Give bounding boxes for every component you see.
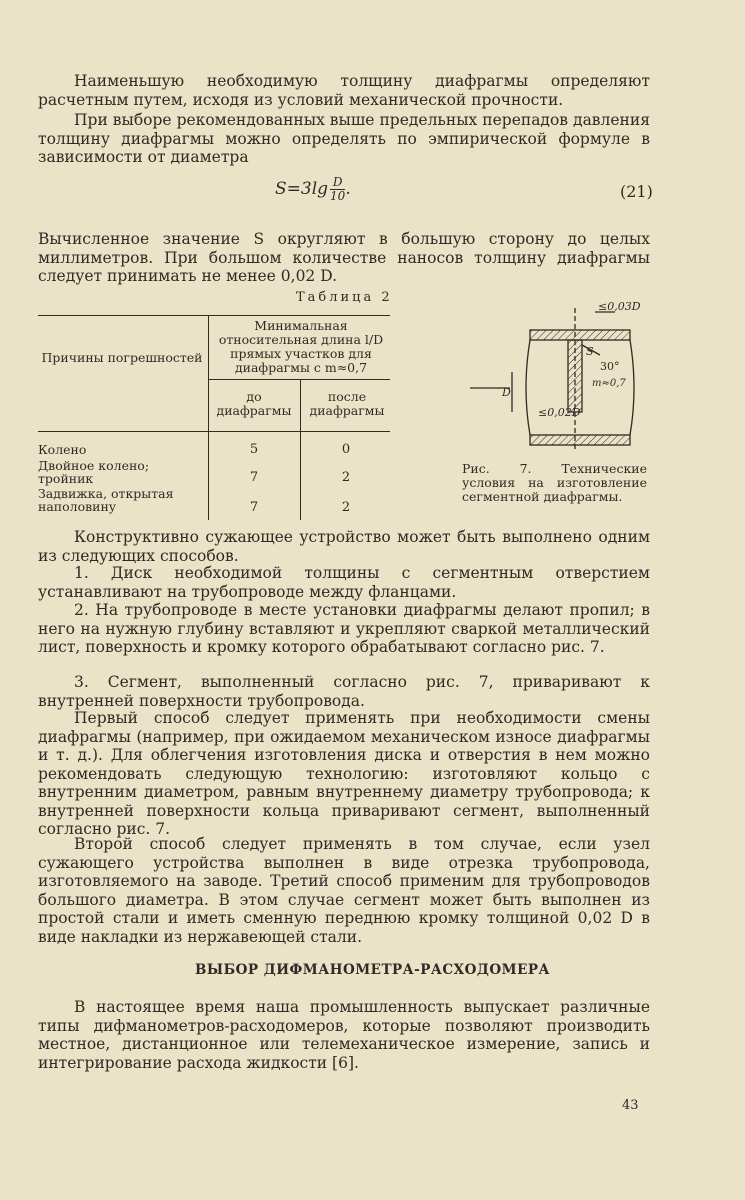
row-3-label: Задвижка, открытая наполовину <box>38 486 174 514</box>
pipe-wall-top <box>530 330 630 340</box>
table-2 <box>38 315 390 520</box>
header-causes: Причины погрешностей <box>41 350 203 365</box>
formula-denominator: 10 <box>330 189 346 203</box>
figure-7-diagram <box>470 300 660 455</box>
row-3-before: 7 <box>249 500 259 515</box>
label-m: m≈0,7 <box>592 378 626 389</box>
header-after: после диафрагмы <box>309 389 385 418</box>
header-min-length: Минимальная относительная длина l/D прямых участков для диафрагмы с m≈0,7 <box>218 318 384 375</box>
section-heading: ВЫБОР ДИФМАНОМЕТРА-РАСХОДОМЕРА <box>194 962 551 978</box>
paragraph-6: 2. На трубопроводе в месте установки диафрагмы делают пропил; в него на нужную глубину вставляют и укрепляют сваркой металлический лист, поверхность и кромку которого обрабатывают согласно рис. 7. <box>38 601 650 656</box>
table-caption: Таблица 2 <box>296 290 393 305</box>
header-before: до диафрагмы <box>216 389 292 418</box>
row-3-after: 2 <box>341 500 351 515</box>
table-top-rule <box>38 315 390 316</box>
figure-caption: Рис. 7. Технические условия на изготовление сегментной диафрагмы. <box>462 461 647 504</box>
row-2-label: Двойное колено; тройник <box>38 458 150 486</box>
row-1-after: 0 <box>341 442 351 457</box>
label-angle: 30° <box>600 360 620 373</box>
equation-number: (21) <box>620 182 653 201</box>
formula-fraction <box>330 176 345 203</box>
paragraph-5: 1. Диск необходимой толщины с сегментным отверстием устанавливают на трубопроводе между фланцами. <box>38 564 650 601</box>
paragraph-1: Наименьшую необходимую толщину диафрагмы определяют расчетным путем, исходя из условий механической прочности. <box>38 72 650 109</box>
table-col-divider-1 <box>208 315 209 520</box>
table-group-rule <box>208 379 390 380</box>
label-top: ≤0,03D <box>598 300 641 313</box>
paragraph-10: В настоящее время наша промышленность выпускает различные типы дифманометров-расходомеров, которые позволяют производить местное, дистанционное или телемеханическое измерение, запись и интегрирование расхода жидкости [6]. <box>38 998 650 1072</box>
label-s: S <box>586 345 594 358</box>
paragraph-8: Первый способ следует применять при необходимости смены диафрагмы (например, при ожидаемом механическом износе диафрагмы и т. д.). Для облегчения изготовления диска и отверстия в нем можно рекомендовать следующую технологию: изготовляют кольцо с внутренним диаметром, равным внутреннему диаметру трубопровода; к внутренней поверхности кольца приваривают сегмент, выполненный согласно рис. 7. <box>38 709 650 838</box>
formula-numerator: D <box>330 176 345 190</box>
pipe-right-edge <box>630 340 634 435</box>
row-2-before: 7 <box>249 470 259 485</box>
paragraph-9: Второй способ следует применять в том случае, если узел сужающего устройства выполнен в виде отрезка трубопровода, изготовляемого на заводе. Третий способ применим для трубопроводов большого диаметра. В этом случае сегмент может быть выполнен из простой стали и иметь сменную переднюю кромку толщиной 0,02 D в виде накладки из нержавеющей стали. <box>38 835 650 946</box>
row-1-label: Колено <box>38 442 87 457</box>
formula-tail: . <box>345 179 351 199</box>
label-d: D <box>502 386 511 399</box>
row-1-before: 5 <box>249 442 259 457</box>
label-bottom: ≤0,02D <box>538 406 581 419</box>
paragraph-2: При выборе рекомендованных выше предельных перепадов давления толщину диафрагмы можно определять по эмпирической формуле в зависимости от диаметра <box>38 111 650 166</box>
pipe-left-edge <box>526 340 530 435</box>
pipe-wall-bottom <box>530 435 630 445</box>
formula-lhs: S=3lg <box>275 179 329 199</box>
paragraph-7: 3. Сегмент, выполненный согласно рис. 7, приваривают к внутренней поверхности трубопровода. <box>38 673 650 710</box>
formula-21 <box>275 176 351 203</box>
paragraph-4: Конструктивно сужающее устройство может быть выполнено одним из следующих способов. <box>38 528 650 565</box>
paragraph-3: Вычисленное значение S округляют в большую сторону до целых миллиметров. При большом количестве наносов толщину диафрагмы следует принимать не менее 0,02 D. <box>38 230 650 285</box>
page-number: 43 <box>622 1098 639 1113</box>
table-col-divider-2 <box>300 379 301 520</box>
row-2-after: 2 <box>341 470 351 485</box>
table-header-rule <box>38 431 390 432</box>
